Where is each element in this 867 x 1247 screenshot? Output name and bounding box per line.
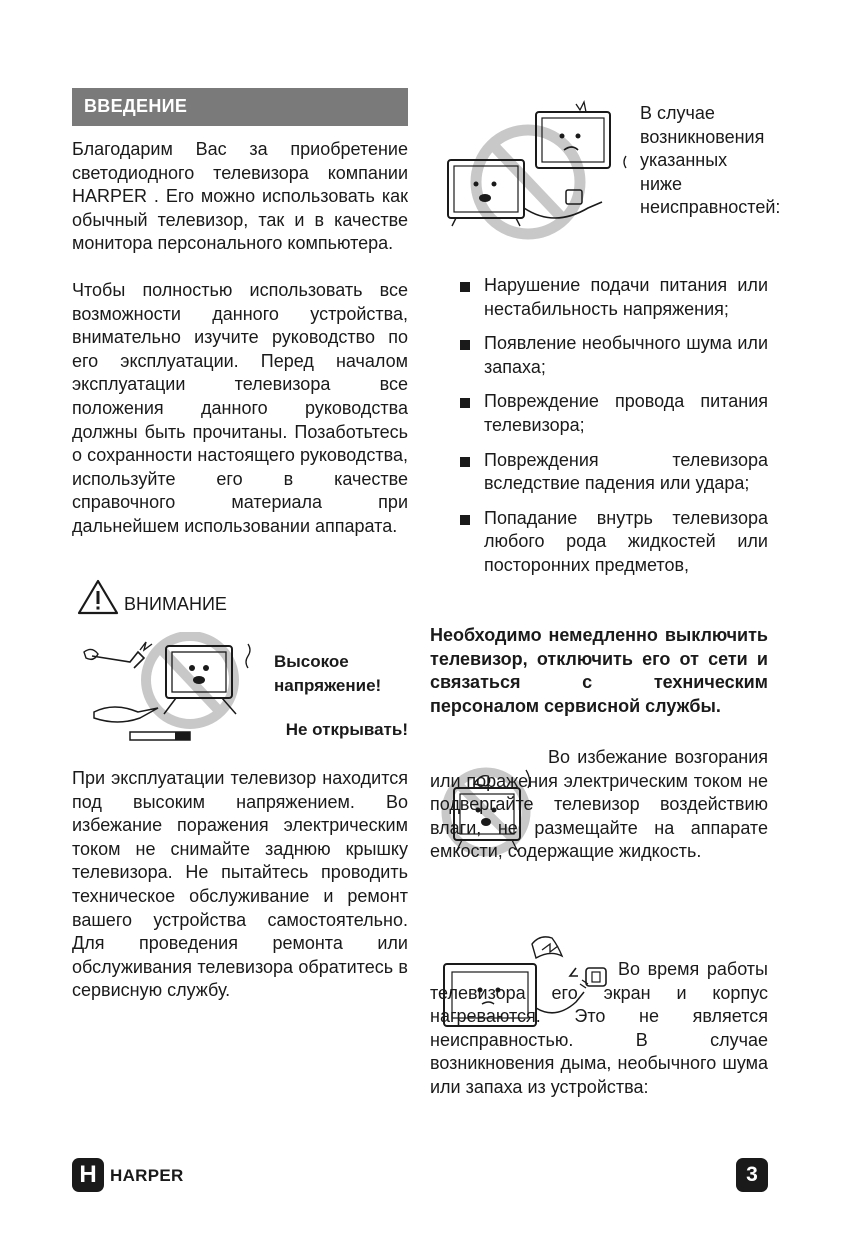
page-number: 3 [736, 1158, 768, 1192]
list-item: Повреждения телевизора вследствие падения или удара; [430, 449, 768, 496]
no-opening-illustration-icon [80, 632, 260, 747]
warning-text-block [72, 767, 408, 1003]
list-item: Попадание внутрь телевизора любого рода жидкостей или посторонних предметов, [430, 507, 768, 578]
malfunction-list [430, 274, 768, 578]
malfunction-intro-block [640, 102, 781, 220]
brand-name: HARPER [110, 1166, 184, 1185]
heat-block [430, 958, 768, 1100]
moisture-block [430, 746, 768, 864]
warning-triangle-icon [76, 578, 120, 616]
list-item: Нарушение подачи питания или нестабильность напряжения; [430, 274, 768, 321]
do-not-open-label: Не открывать! [285, 720, 408, 739]
section-title: ВВЕДЕНИЕ [84, 96, 188, 116]
list-item: Повреждение провода питания телевизора; [430, 390, 768, 437]
logo-mark: H [72, 1158, 104, 1192]
warning-heading [72, 578, 408, 618]
high-voltage-label: Высокое напряжение! [274, 652, 382, 695]
warning-label: ВНИМАНИЕ [124, 594, 227, 614]
malfunction-intro: В случае возникновения указанных ниже неисправностей: [640, 103, 781, 218]
intro-paragraph-1: Благодарим Вас за приобретение светодиодного телевизора компании HARPER . Его можно использовать как обычный телевизор, так и в качестве монитора персонального компьютера. [72, 139, 408, 254]
heat-text: Во время работы телевизора его экран и корпус нагреваются. Это не является неисправностью. В случае возникновения дыма, необычного шума или запаха из устройства: [430, 959, 768, 1097]
section-header [72, 88, 408, 126]
malfunction-illustration-icon [436, 96, 636, 242]
moisture-text: Во избежание возгорания или поражения электрическим током не подвергайте телевизор воздействию влаги, не размещайте на аппарате емкости, содержащие жидкость. [430, 747, 768, 862]
malfunction-list-block [430, 274, 768, 589]
intro-paragraph-2: Чтобы полностью использовать все возможности данного устройства, внимательно изучите руководство по его эксплуатации. Перед началом эксплуатации телевизора все положения данного руководства должны быть прочитаны. Позаботьтесь о сохранности настоящего руководства, используйте его в качестве справочного материала при дальнейшем использовании аппарата. [72, 279, 408, 536]
notice-block [430, 624, 768, 718]
list-item: Появление необычного шума или запаха; [430, 332, 768, 379]
intro-block [72, 138, 408, 539]
warning-text: При эксплуатации телевизор находится под высоким напряжением. Во избежание поражения электрическим током не снимайте заднюю крышку телевизора. Не пытайтесь проводить техническое обслуживание и ремонт вашего устройства самостоятельно. Для проведения ремонта или обслуживания телевизора обратитесь в сервисную службу. [72, 768, 408, 1001]
notice-text: Необходимо немедленно выключить телевизор, отключить его от сети и связаться с техническим персоналом сервисной службы. [430, 625, 768, 716]
